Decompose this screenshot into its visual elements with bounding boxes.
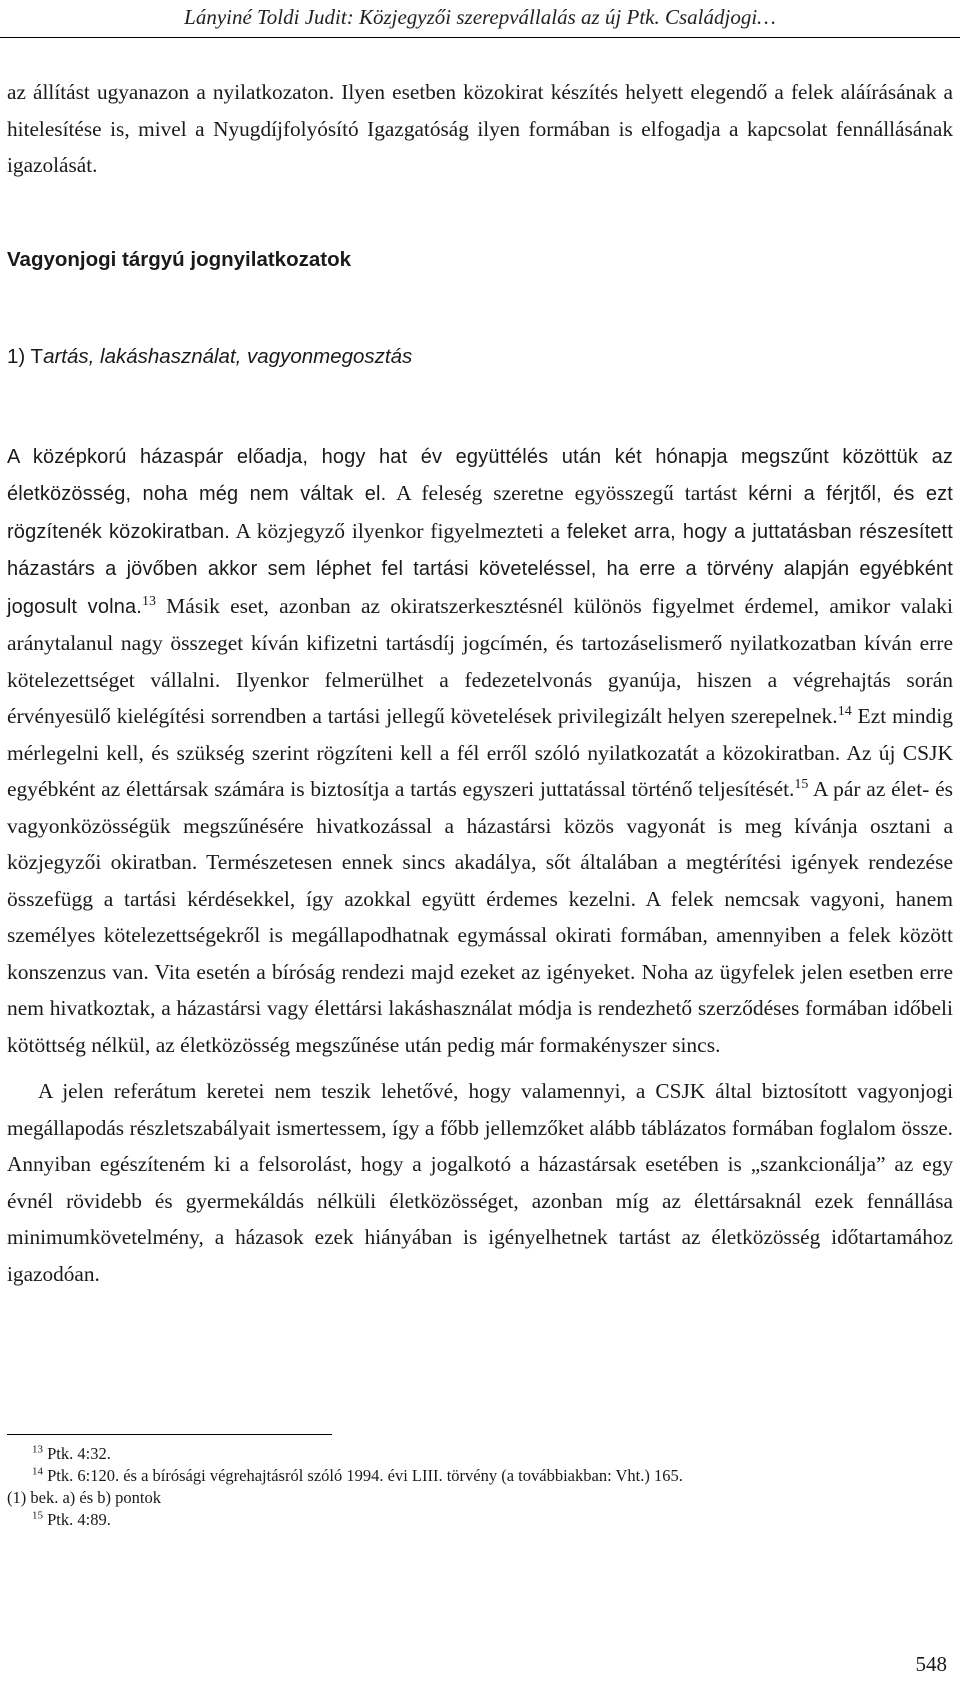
footnote-text: Ptk. 4:32. [47,1444,111,1463]
footnote-text-continued: és a bírósági végrehajtásról szóló 1994. évi LIII. törvény (a továbbiakban: Vht.) 165. [119,1466,683,1485]
footnote-number: 14 [32,1465,43,1478]
footnote-separator [7,1434,332,1435]
footnote-number: 13 [32,1443,43,1456]
footnote-ref-14[interactable]: 14 [837,703,852,719]
paragraph-segment: A pár az élet- és vagyonközösségük megszűnésére hivatkozással a házastársi közös vagyonát is meg kívánja osztani a közjegyzői okiratban. Természetesen ennek sincs akadálya, sőt általában a megtérítési igények rendezése összefügg a tartási kérdésekkel, így azokkal együtt érdemes kezelni. A felek nemcsak vagyoni, hanem személyes kötelezettségekről is megállapodhatnak egymással okirati formában, amennyiben a felek között konszenzus van. Vita esetén a bíróság rendezi majd ezeket az igényeket. Noha az ügyfelek jelen esetben erre nem hivatkoztak, a házastársi vagy élettársi lakáshasználat módja is rendezhető szerződéses formában időbeli kötöttség nélkül, az életközösség megszűnése után pedig már formakényszer sincs. [7,777,953,1057]
paragraph-segment: A középkorú házaspár előadja, hogy hat év együttélés után két hónapja megszűnt közöttük az életközösség, noha még nem váltak el. [7,445,953,505]
paragraph-segment: Másik eset, azonban az okiratszerkesztésnél különös figyelmet érdemel, amikor valaki aránytalanul nagy összeget kíván kifizetni tartásdíj jogcímén, és tartozáselismerő nyilatkozatban kíván erre kötelezettséget vállalni. Ilyenkor felmerülhet a fedezetelvonás gyanúja, hiszen a végrehajtás során érvényesülő kielégítési sorrendben a tartási jellegű követelések privilegizált helyen szerepelnek. [7,593,953,728]
footnote-14 [7,1465,953,1487]
paragraph-segment: A közjegyző ilyenkor figyelmezteti a [229,518,561,543]
footnotes [7,1443,953,1531]
spacer [7,184,953,242]
spacer [7,376,953,438]
page-number: 548 [915,1652,947,1676]
subheading-number: 1) T [7,345,44,368]
subheading [7,339,953,376]
paragraph-segment: feleket arra, hogy a juttatásban részesített házastárs a jövőben akkor sem léphet fel tartási követeléssel, ha erre a törvény alapján egyébként jogosult volna. [7,520,953,618]
footnote-number: 15 [32,1509,43,1522]
running-header [0,0,960,56]
paragraph-segment: Ezt mindig mérlegelni kell, és szükség szerint rögzíteni kell a fél erről szóló nyilatkozatát a közokiratban. Az új CSJK egyébként az élettársak számára is biztosítja a tartás egyszeri juttatással történő teljesítését. [7,704,953,801]
footnote-ref-15[interactable]: 15 [794,776,809,792]
body-paragraph-2: A jelen referátum keretei nem teszik lehetővé, hogy valamennyi, a CSJK által biztosított vagyonjogi megállapodás részletszabályait ismertessem, így a főbb jellemzőket alább táblázatos formában foglalom össze. Annyiban egészíteném ki a felsorolást, hogy a jogalkotó a házastársak esetében is „szankcionálja” az egy évnél rövidebb és gyermekáldás nélküli életközösséget, azonban míg az élettársaknál ezek fennállása minimumkövetelmény, a házasok ezek hiányában is igényelhetnek tartást az életközösség időtartamához igazodóan. [7,1079,953,1286]
footnote-text: Ptk. 4:89. [47,1510,111,1529]
footnote-ref-13[interactable]: 13 [141,593,156,609]
paragraph-segment: kérni a férjtől, és ezt rögzítenék közokiratban. [7,483,953,543]
paragraph-segment: A feleség szeretne egyösszegű tartást [386,481,738,505]
header-rule [0,37,960,38]
footnote-text-continued: (1) bek. a) és b) pontok [7,1488,161,1507]
footnote-13 [7,1443,953,1465]
footnote-15 [7,1509,953,1531]
intro-paragraph: az állítást ugyanazon a nyilatkozaton. Ilyen esetben közokirat készítés helyett elegendő a felek aláírásának a hitelesítése is, mivel a Nyugdíjfolyósító Igazgatóság ilyen formában is elfogadja a kapcsolat fennállásának igazolását. [7,80,953,177]
footnote-14-continued [7,1487,953,1509]
footnote-text: Ptk. 6:120. [47,1466,120,1485]
subheading-text: artás, lakáshasználat, vagyonmegosztás [43,345,413,368]
document-body [7,74,953,1292]
section-heading: Vagyonjogi tárgyú jognyilatkozatok [7,247,351,271]
body-paragraph-1 [7,438,953,1064]
spacer [7,278,953,339]
running-title: Lányiné Toldi Judit: Közjegyzői szerepvállalás az új Ptk. Családjogi… [184,5,776,29]
